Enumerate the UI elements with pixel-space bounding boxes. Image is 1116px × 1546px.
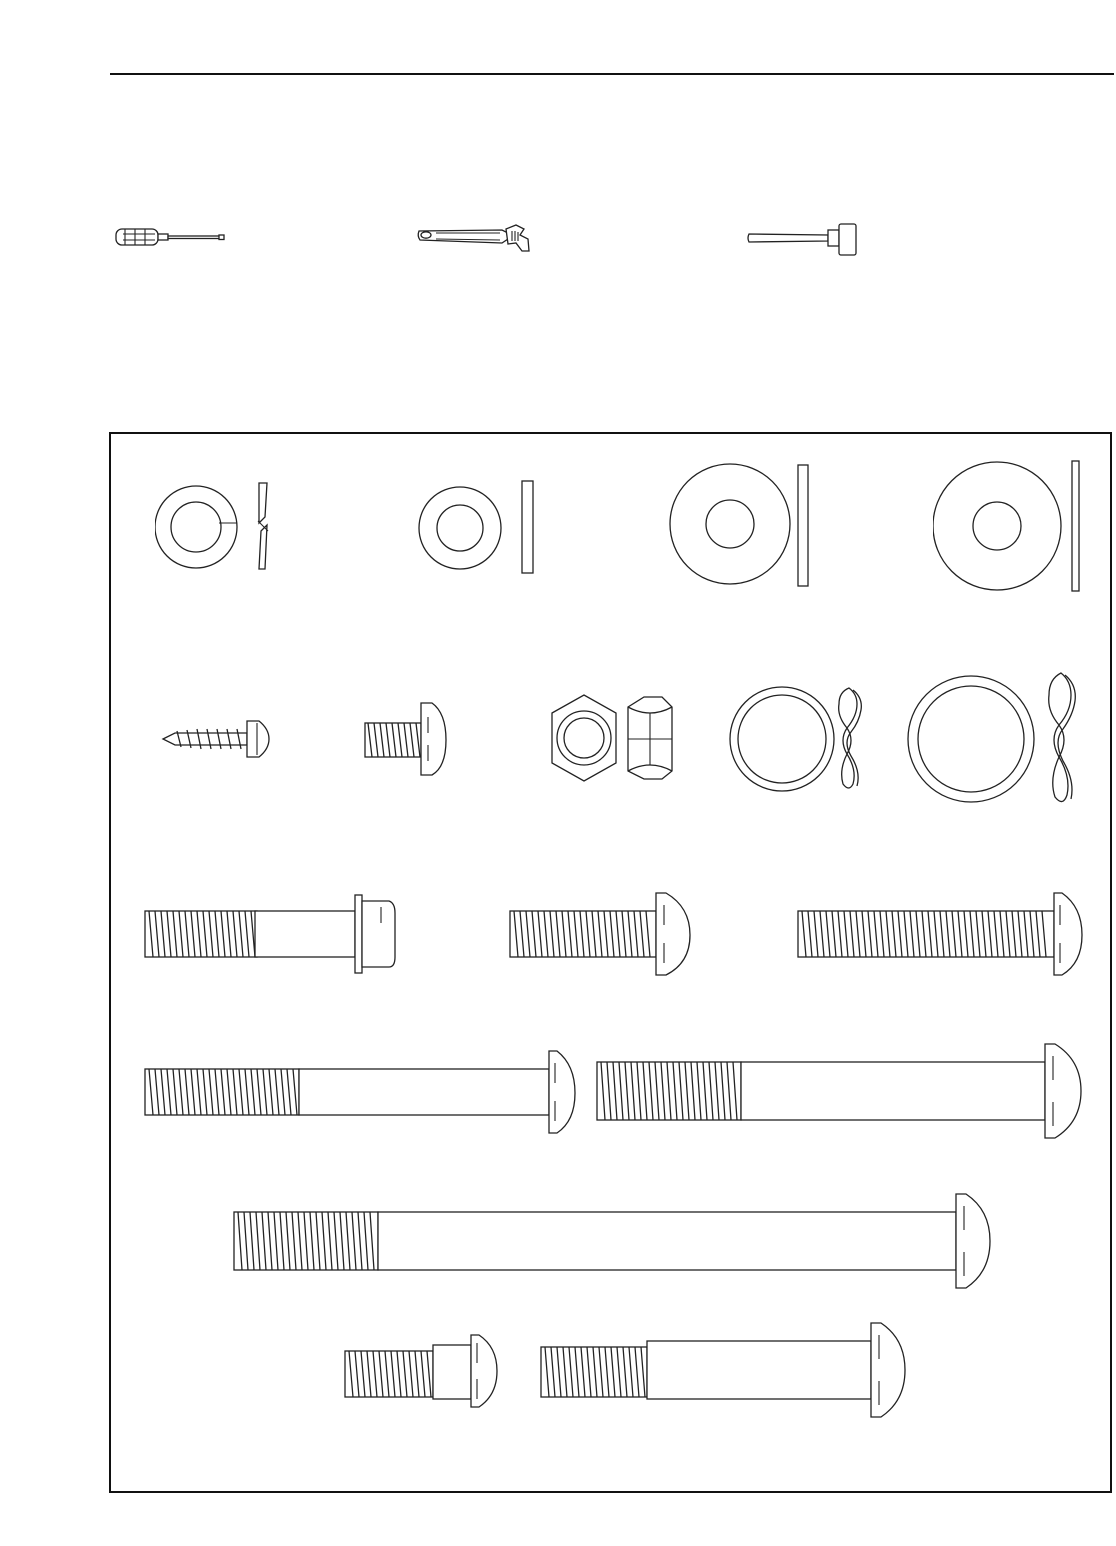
shoulder-bolt-thick-icon xyxy=(595,1042,1085,1142)
shoulder-bolt-short-icon xyxy=(343,1333,499,1409)
wave-washer-large-icon xyxy=(907,669,1087,809)
flat-washer-small-icon xyxy=(418,478,538,578)
screwdriver-icon xyxy=(115,226,227,248)
flat-washer-large-icon xyxy=(669,462,814,590)
wave-washer-small-icon xyxy=(729,684,875,794)
header-rule xyxy=(110,73,1114,75)
screw-icon xyxy=(155,715,273,763)
shoulder-bolt-medium-icon xyxy=(539,1321,909,1421)
short-button-bolt-icon xyxy=(362,699,450,779)
adjustable-wrench-icon xyxy=(416,223,534,255)
button-bolt-medium-icon xyxy=(508,891,696,977)
rubber-mallet-icon xyxy=(746,221,861,259)
shoulder-bolt-flanged-icon xyxy=(143,893,401,975)
button-bolt-long-icon xyxy=(796,891,1086,977)
shoulder-bolt-long-icon xyxy=(143,1049,579,1137)
nylon-locknut-icon xyxy=(542,691,682,787)
hardware-parts-box xyxy=(109,432,1112,1493)
shoulder-bolt-xlong-icon xyxy=(232,1192,994,1292)
flat-washer-xlarge-icon xyxy=(933,458,1083,594)
split-lock-washer-icon xyxy=(155,477,275,577)
